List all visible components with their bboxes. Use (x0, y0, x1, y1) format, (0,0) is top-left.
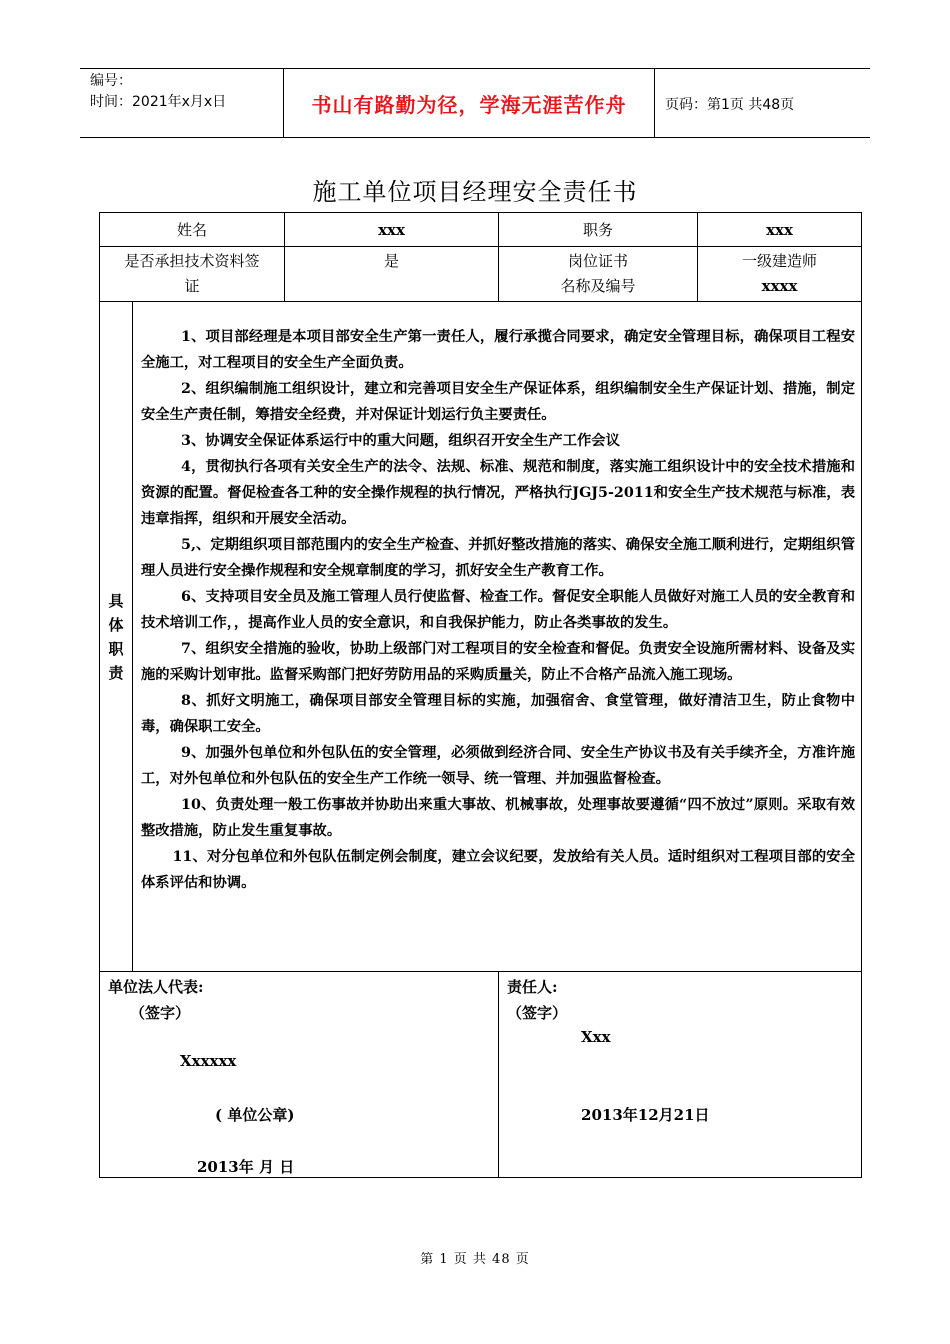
legal-rep-name: Xxxxxx (180, 1052, 237, 1070)
duty-item: 7、组织安全措施的验收，协助上级部门对工程项目的安全检查和督促。负责安全设施所需材料、设备及实施的采购计划审批。监督采购部门把好劳防用品的采购质量关，防止不合格产品流入施工现场。 (141, 641, 856, 683)
page-info: 页码：第1页 共48页 (665, 97, 795, 113)
tech-sign-label-line1: 是否承担技术资料签 (124, 252, 260, 270)
cert-label-line1: 岗位证书 (568, 252, 629, 270)
responsible-label: 责任人: (507, 978, 558, 996)
signature-left (100, 972, 499, 1178)
cert-value (698, 247, 862, 302)
duties-content (133, 302, 862, 972)
name-label: 姓名 (100, 213, 285, 247)
position-value: xxx (698, 213, 862, 247)
name-value: xxx (285, 213, 499, 247)
duties-label-char: 具 (108, 591, 124, 610)
duties-label-char: 责 (108, 663, 124, 682)
responsible-date: 2013年12月21日 (581, 1106, 710, 1124)
row-duties (100, 302, 862, 972)
duties-label (100, 302, 133, 972)
row-name (100, 213, 862, 247)
legal-rep-label: 单位法人代表: (108, 978, 204, 996)
responsible-sign: （签字） (507, 1004, 568, 1022)
legal-rep-sign: （签字） (130, 1004, 191, 1022)
duty-item: 2、组织编制施工组织设计，建立和完善项目安全生产保证体系，组织编制安全生产保证计划、措施，制定安全生产责任制，筹措安全经费，并对保证计划运行负主要责任。 (141, 381, 856, 423)
cert-value-line1: 一级建造师 (742, 252, 818, 270)
duties-label-char: 体 (108, 615, 124, 634)
row-tech-sign (100, 247, 862, 302)
header-left (90, 71, 280, 113)
signature-right (499, 972, 862, 1178)
duty-item: 8、抓好文明施工，确保项目部安全管理目标的实施，加强宿舍、食堂管理，做好清洁卫生，防止食物中毒，确保职工安全。 (141, 693, 856, 735)
duties-label-char: 职 (108, 639, 124, 658)
duty-item: 10、负责处理一般工伤事故并协助出来重大事故、机械事故，处理事故要遵循“四不放过”原则。采取有效整改措施，防止发生重复事故。 (141, 797, 856, 839)
duty-item: 4，贯彻执行各项有关安全生产的法令、法规、标准、规范和制度，落实施工组织设计中的安全技术措施和资源的配置。督促检查各工种的安全操作规程的执行情况，严格执行JGJ5-2011和安全生产技术规范与标准，表违章指挥，组织和开展安全活动。 (141, 459, 856, 527)
page-footer: 第 1 页 共 48 页 (420, 1252, 530, 1267)
number-label: 编号： (90, 73, 132, 89)
tech-sign-label-line2: 证 (184, 277, 200, 295)
motto: 书山有路勤为径，学海无涯苦作舟 (283, 69, 655, 137)
duty-item: 6、支持项目安全员及施工管理人员行使监督、检查工作。督促安全职能人员做好对施工人员的安全教育和技术培训工作，，提高作业人员的安全意识，和自我保护能力，防止各类事故的发生。 (141, 589, 856, 631)
duty-item: 11、对分包单位和外包队伍制定例会制度，建立会议纪要，发放给有关人员。适时组织对工程项目部的安全体系评估和协调。 (141, 849, 856, 891)
position-label: 职务 (499, 213, 698, 247)
cert-value-line2: xxxx (761, 277, 798, 295)
cert-label (499, 247, 698, 302)
unit-seal: ( 单位公章) (215, 1106, 295, 1124)
tech-sign-value: 是 (285, 247, 499, 302)
legal-rep-date: 2013年 月 日 (197, 1158, 295, 1176)
duty-item: 1、项目部经理是本项目部安全生产第一责任人，履行承揽合同要求，确定安全管理目标，确保项目工程安全施工，对工程项目的安全生产全面负责。 (141, 329, 856, 371)
tech-sign-label (100, 247, 285, 302)
duty-item: 5,、定期组织项目部范围内的安全生产检查、并抓好整改措施的落实、确保安全施工顺利进行，定期组织管理人员进行安全操作规程和安全规章制度的学习，抓好安全生产教育工作。 (141, 537, 856, 579)
cert-label-line2: 名称及编号 (560, 277, 636, 295)
responsibility-table (99, 212, 862, 1178)
row-signatures (100, 972, 862, 1178)
responsible-name: Xxx (581, 1028, 611, 1046)
time-label: 时间：2021年x月x日 (90, 94, 227, 110)
document-header (80, 68, 870, 138)
document-title: 施工单位项目经理安全责任书 (312, 178, 638, 206)
duty-item: 3、协调安全保证体系运行中的重大问题，组织召开安全生产工作会议 (181, 433, 620, 449)
duty-item: 9、加强外包单位和外包队伍的安全管理，必须做到经济合同、安全生产协议书及有关手续齐全，方准许施工，对外包单位和外包队伍的安全生产工作统一领导、统一管理、并加强监督检查。 (141, 745, 856, 787)
